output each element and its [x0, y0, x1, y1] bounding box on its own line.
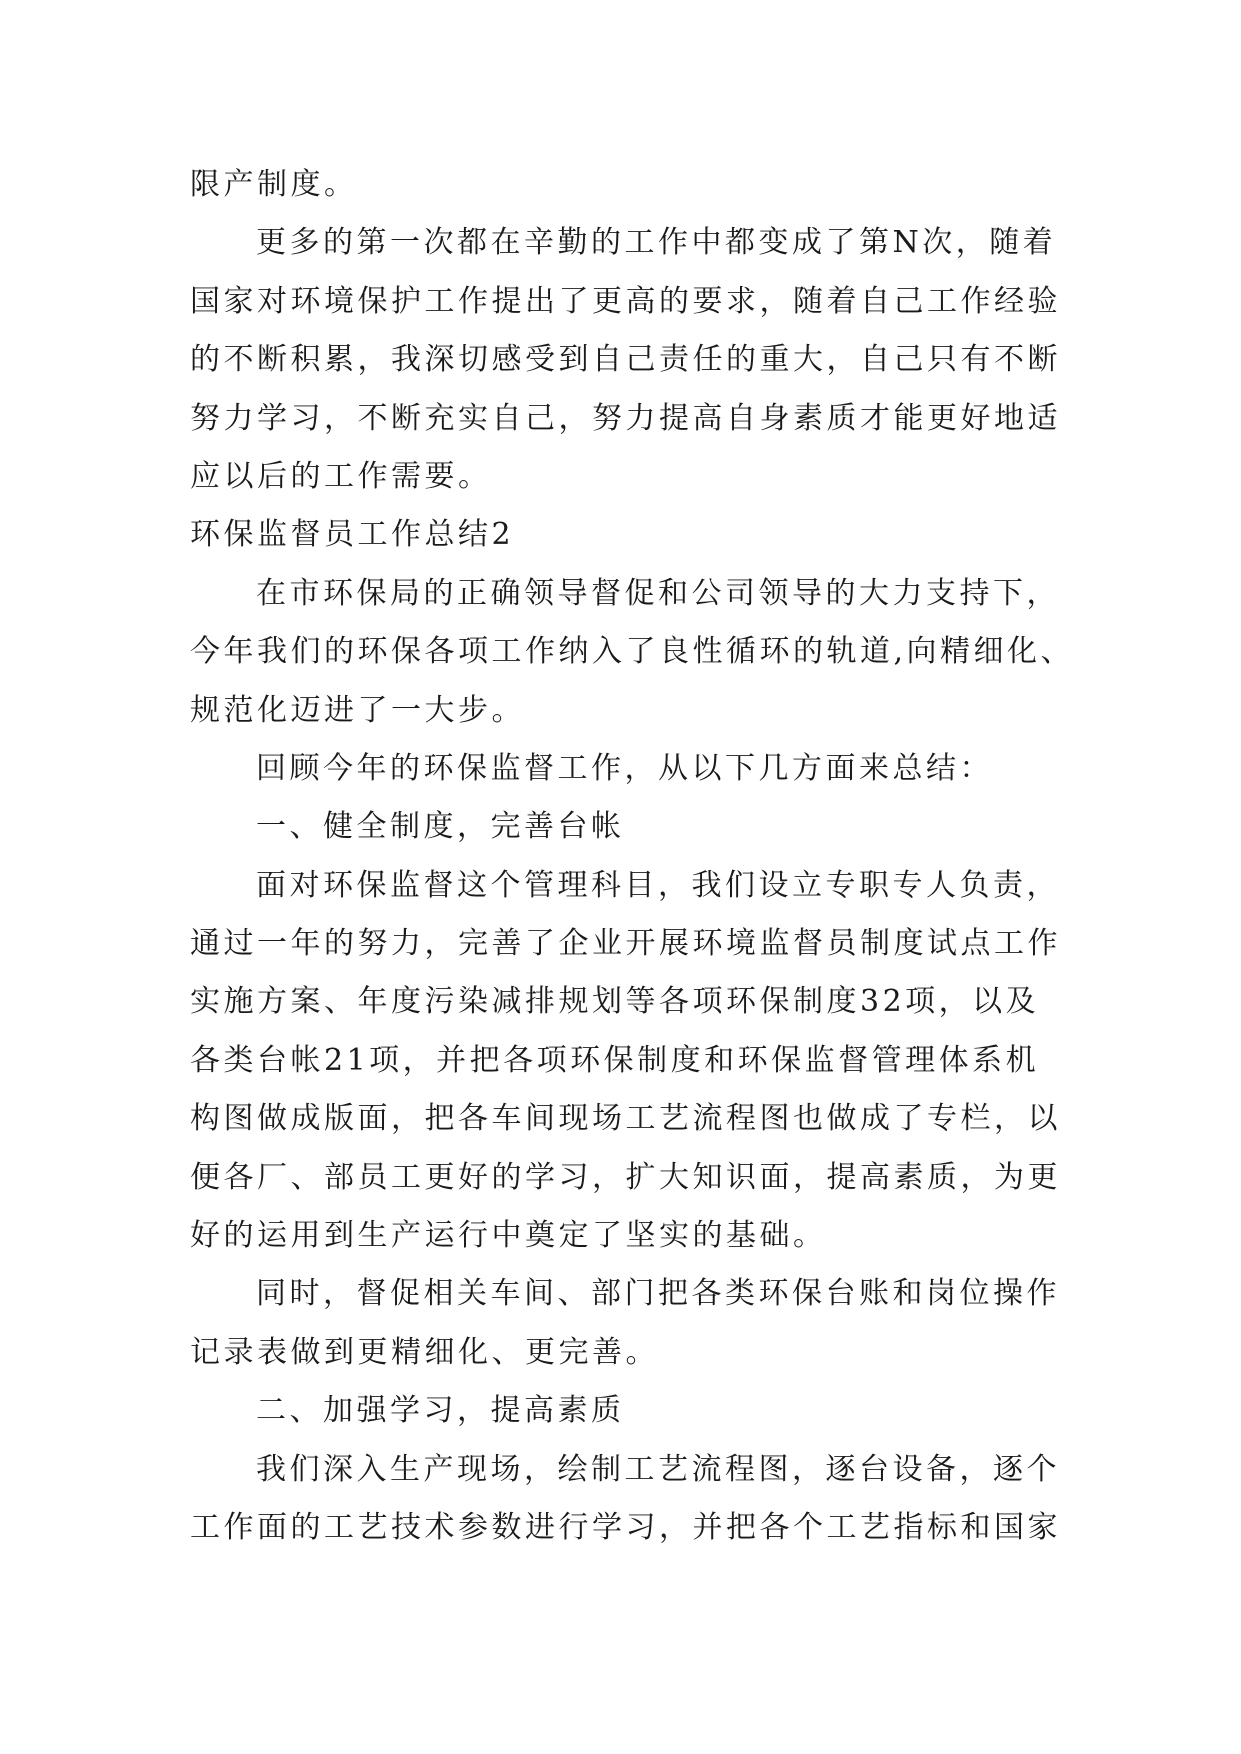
- text-line: 构图做成版面，把各车间现场工艺流程图也做成了专栏，以: [190, 1101, 1061, 1137]
- text-line: 的不断积累，我深切感受到自己责任的重大，自己只有不断: [190, 342, 1061, 378]
- text-line: 好的运用到生产运行中奠定了坚实的基础。: [190, 1218, 827, 1254]
- text-line: 更多的第一次都在辛勤的工作中都变成了第N次，随着: [256, 225, 1057, 261]
- text-line: 努力学习，不断充实自己，努力提高自身素质才能更好地适: [190, 400, 1061, 436]
- text-line: 各类台帐21项，并把各项环保制度和环保监督管理体系机: [190, 1042, 1040, 1078]
- text-line: 工作面的工艺技术参数进行学习，并把各个工艺指标和国家: [190, 1509, 1061, 1545]
- text-line: 今年我们的环保各项工作纳入了良性循环的轨道,向精细化、: [190, 634, 1075, 670]
- text-line: 实施方案、年度污染减排规划等各项环保制度32项，以及: [190, 984, 1040, 1020]
- text-line: 同时，督促相关车间、部门把各类环保台账和岗位操作: [256, 1276, 1060, 1312]
- text-line: 在市环保局的正确领导督促和公司领导的大力支持下，: [256, 575, 1060, 611]
- text-line: 规范化迈进了一大步。: [190, 692, 525, 728]
- document-body: [190, 156, 1075, 1557]
- text-line: 二、加强学习，提高素质: [256, 1393, 625, 1429]
- text-line: 面对环保监督这个管理科目，我们设立专职专人负责，: [256, 867, 1060, 903]
- text-line: 我们深入生产现场，绘制工艺流程图，逐台设备，逐个: [256, 1451, 1060, 1487]
- text-line: 一、健全制度，完善台帐: [256, 809, 625, 845]
- text-line: 记录表做到更精细化、更完善。: [190, 1334, 659, 1370]
- text-line: 限产制度。: [190, 167, 358, 202]
- text-line: 应以后的工作需要。: [190, 458, 492, 494]
- text-line: 环保监督员工作总结2: [190, 517, 515, 553]
- text-line: 国家对环境保护工作提出了更高的要求，随着自己工作经验: [190, 283, 1061, 319]
- text-line: 通过一年的努力，完善了企业开展环境监督员制度试点工作: [190, 926, 1061, 962]
- text-line: 回顾今年的环保监督工作，从以下几方面来总结：: [256, 750, 993, 786]
- text-line: 便各厂、部员工更好的学习，扩大知识面，提高素质，为更: [190, 1159, 1061, 1195]
